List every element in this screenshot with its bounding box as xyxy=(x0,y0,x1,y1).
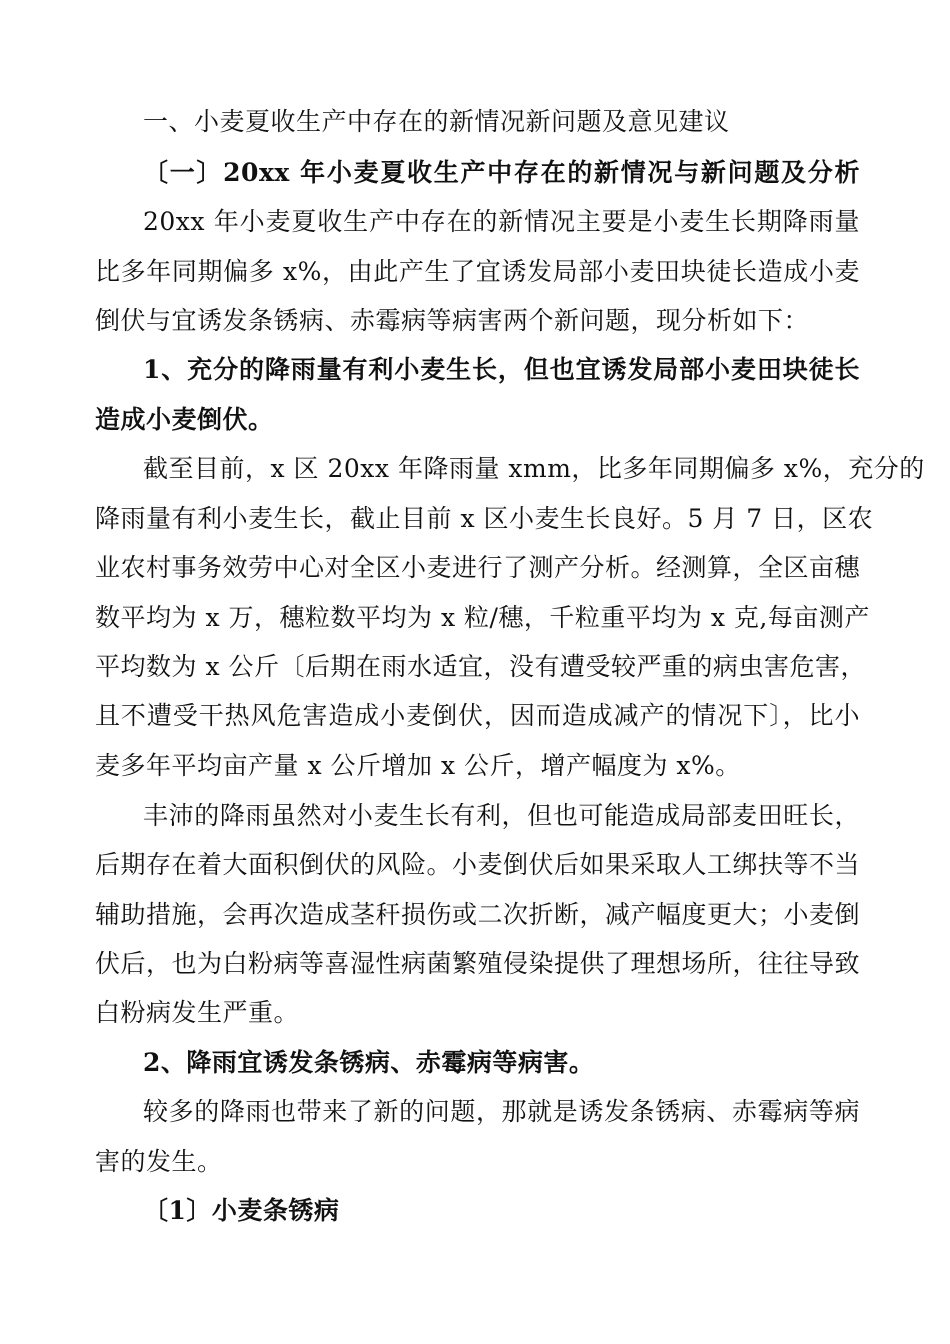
section2-para-line: 较多的降雨也带来了新的问题，那就是诱发条锈病、赤霉病等病 xyxy=(143,1097,860,1126)
section1-para1-line: 业农村事务效劳中心对全区小麦进行了测产分析。经测算，全区亩穗 xyxy=(95,553,861,582)
section2-title: 2、降雨宜诱发条锈病、赤霉病等病害。 xyxy=(143,1048,595,1077)
section1-para1-line: 平均数为 x 公斤〔后期在雨水适宜，没有遭受较严重的病虫害危害， xyxy=(95,652,866,681)
sub-heading: 〔一〕20xx 年小麦夏收生产中存在的新情况与新问题及分析 xyxy=(143,158,860,187)
section1-para2-line: 丰沛的降雨虽然对小麦生长有利，但也可能造成局部麦田旺长， xyxy=(143,801,860,830)
section1-para1-line: 麦多年平均亩产量 x 公斤增加 x 公斤，增产幅度为 x%。 xyxy=(95,751,741,780)
intro-line: 20xx 年小麦夏收生产中存在的新情况主要是小麦生长期降雨量 xyxy=(143,207,860,236)
section1-para1-line: 数平均为 x 万，穗粒数平均为 x 粒/穗，千粒重平均为 x 克,每亩测产 xyxy=(95,603,870,632)
section1-para2-line: 辅助措施，会再次造成茎秆损伤或二次折断，减产幅度更大；小麦倒 xyxy=(95,900,861,929)
main-heading: 一、小麦夏收生产中存在的新情况新问题及意见建议 xyxy=(143,107,730,136)
section1-para2-line: 后期存在着大面积倒伏的风险。小麦倒伏后如果采取人工绑扶等不当 xyxy=(95,850,861,879)
section1-title: 造成小麦倒伏。 xyxy=(95,405,274,434)
section1-para2-line: 伏后，也为白粉病等喜湿性病菌繁殖侵染提供了理想场所，往往导致 xyxy=(95,949,861,978)
section1-para1-line: 且不遭受干热风危害造成小麦倒伏，因而造成减产的情况下〕，比小 xyxy=(95,701,860,730)
section1-para1-line: 降雨量有利小麦生长，截止目前 x 区小麦生长良好。5 月 7 日，区农 xyxy=(95,504,874,533)
intro-line: 倒伏与宜诱发条锈病、赤霉病等病害两个新问题，现分析如下： xyxy=(95,306,810,335)
subsection1-title: 〔1〕小麦条锈病 xyxy=(143,1196,340,1225)
section2-para-line: 害的发生。 xyxy=(95,1147,223,1176)
intro-line: 比多年同期偏多 x%，由此产生了宜诱发局部小麦田块徒长造成小麦 xyxy=(95,257,860,286)
section1-title: 1、充分的降雨量有利小麦生长，但也宜诱发局部小麦田块徒长 xyxy=(143,355,860,384)
section1-para1-line: 截至目前，x 区 20xx 年降雨量 xmm，比多年同期偏多 x%，充分的 xyxy=(143,454,925,483)
section1-para2-line: 白粉病发生严重。 xyxy=(95,998,300,1027)
